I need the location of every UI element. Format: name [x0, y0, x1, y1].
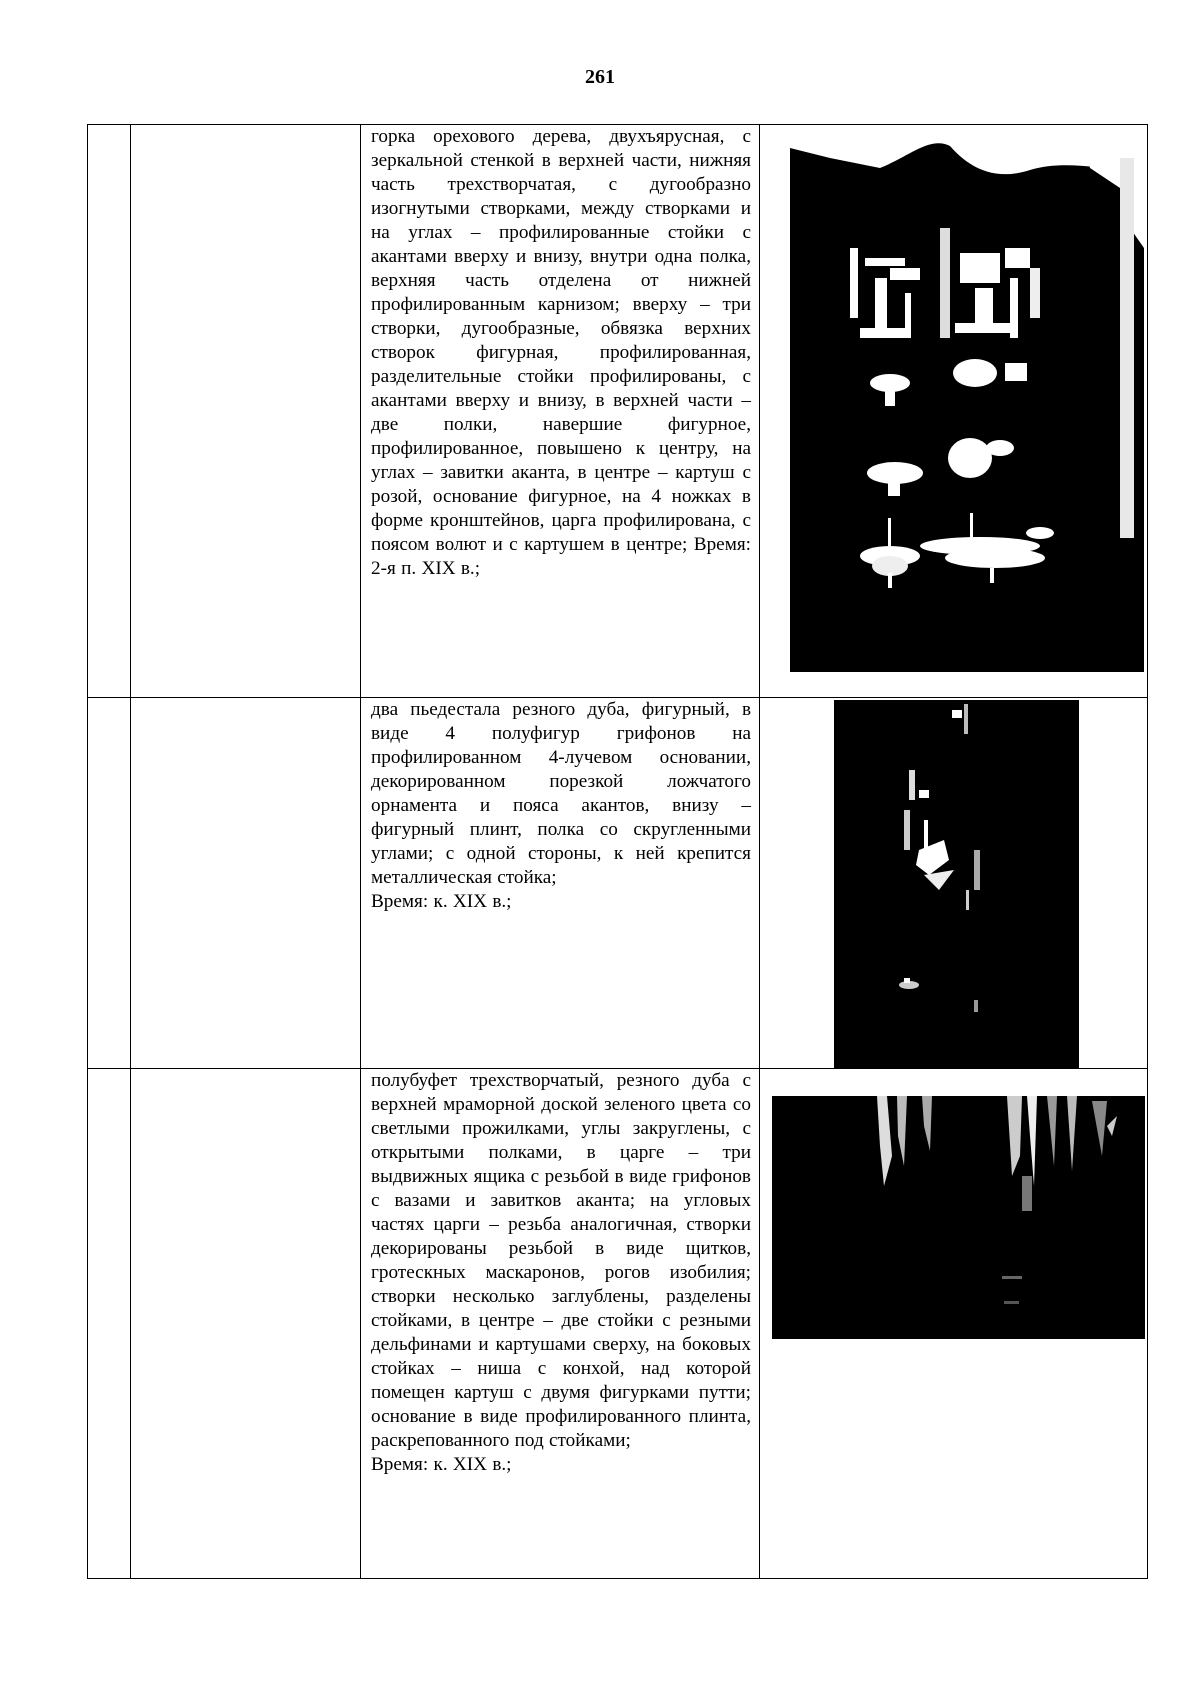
photo-sideboard	[772, 1096, 1145, 1339]
item-description: полубуфет трехстворчатый, резного дуба с верхней мраморной доской зеленого цвета со светлыми прожилками, углы закруглены, с открытыми полками, в царге – три выдвижных ящика с резьбой в виде грифонов с вазами и завитков аканта; на угловых частях царги – резьба аналогичная, створки декорированы резьбой в виде щитков, гротескных маскаронов, рогов изобилия; створки несколько заглублены, разделены стойками, в центре – две стойки с резными дельфинами и картушами сверху, на боковых стойках – ниша с конхой, над которой помещен картуш с двумя фигурками путти; основание в виде профилированного плинта, раскрепованного под стойками;	[371, 1070, 751, 1451]
table-row	[88, 125, 1148, 698]
description-cell	[361, 698, 760, 1069]
table-row	[88, 698, 1148, 1069]
photo-cabinet	[790, 128, 1144, 672]
photo-cell	[760, 698, 1148, 1069]
table-row	[88, 1069, 1148, 1579]
photo-pedestal	[834, 700, 1079, 1068]
description-cell	[361, 125, 760, 698]
description-cell	[361, 1069, 760, 1579]
index-cell	[88, 1069, 131, 1579]
name-cell	[131, 125, 361, 698]
photo-cell	[760, 125, 1148, 698]
photo-cell	[760, 1069, 1148, 1579]
index-cell	[88, 698, 131, 1069]
item-time: Время: к. XIX в.;	[371, 891, 512, 912]
page-number: 261	[585, 66, 615, 88]
name-cell	[131, 698, 361, 1069]
index-cell	[88, 125, 131, 698]
inventory-table	[87, 124, 1148, 1579]
item-time: Время: к. XIX в.;	[371, 1454, 512, 1475]
item-description: два пьедестала резного дуба, фигурный, в виде 4 полуфигур грифонов на профилированном 4-лучевом основании, декорированном порезкой ложчатого орнамента и пояса акантов, внизу – фигурный плинт, полка со скругленными углами; с одной стороны, к ней крепится металлическая стойка;	[371, 699, 751, 888]
name-cell	[131, 1069, 361, 1579]
item-description: горка орехового дерева, двухъярусная, с зеркальной стенкой в верхней части, нижняя часть трехстворчатая, с дугообразно изогнутыми створками, между створками и на углах – профилированные стойки с акантами вверху и внизу, внутри одна полка, верхняя часть отделена от нижней профилированным карнизом; вверху – три створки, дугообразные, обвязка верхних створок фигурная, профилированная, разделительные стойки профилированы, с акантами вверху и внизу, в верхней части – две полки, навершие фигурное, профилированное, повышено к центру, на углах – завитки аканта, в центре – картуш с розой, основание фигурное, на 4 ножках в форме кронштейнов, царга профилирована, с поясом волют и с картушем в центре; Время: 2-я п. XIX в.;	[371, 126, 751, 579]
